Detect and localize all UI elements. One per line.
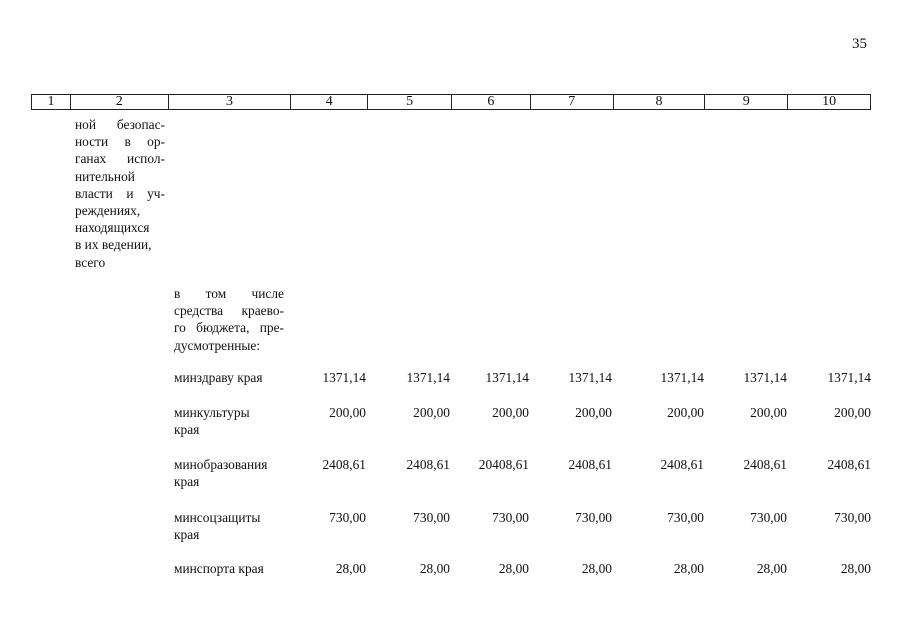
header-col-9: 9 [704,95,787,109]
table-header-row [31,94,871,110]
value-cell-col-9: 730,00 [750,510,787,525]
description-line: власти и уч- [75,185,165,201]
value-cell-col-5: 200,00 [413,405,450,420]
value-cell-col-7: 200,00 [575,405,612,420]
table-row [0,456,903,496]
sub-description-line: го бюджета, пре- [174,320,284,336]
value-cell-col-4: 200,00 [329,405,366,420]
sub-description-line: дусмотренные: [174,337,261,353]
row-label-line: минспорта края [174,561,264,576]
value-cell-col-10: 200,00 [834,405,871,420]
header-col-8: 8 [613,95,705,109]
row-label [174,456,286,490]
value-cell-col-5: 2408,61 [406,457,450,472]
value-cell-col-9: 1371,14 [743,370,787,385]
header-col-2: 2 [70,95,168,109]
value-cell-col-4: 1371,14 [322,370,366,385]
row-label [174,404,286,438]
header-col-10: 10 [787,95,870,109]
description-line: ной безопас- [75,117,165,132]
page-number: 35 [852,36,867,52]
value-cell-col-10: 2408,61 [827,457,871,472]
description-line: реждениях, [75,203,141,219]
description-line: находящихся [75,220,150,236]
header-col-5: 5 [367,95,451,109]
value-cell-col-6: 730,00 [492,510,529,525]
description-line: в их ведении, [75,237,152,253]
value-cell-col-7: 1371,14 [568,370,612,385]
table-row [0,509,903,549]
funding-source-description [174,285,284,354]
row-label-line: минсоцзащиты [174,510,261,525]
header-col-3: 3 [168,95,291,109]
value-cell-col-10: 730,00 [834,510,871,525]
value-cell-col-6: 1371,14 [485,370,529,385]
value-cell-col-6: 20408,61 [478,457,529,472]
value-cell-col-8: 28,00 [673,561,704,576]
sub-description-line: средства краево- [174,303,284,319]
row-label [174,509,286,543]
value-cell-col-5: 1371,14 [406,370,450,385]
description-line: ности в ор- [75,134,165,150]
table-row [0,560,903,600]
value-cell-col-9: 2408,61 [743,457,787,472]
indicator-description [75,116,165,271]
value-cell-col-5: 28,00 [419,561,450,576]
value-cell-col-6: 200,00 [492,405,529,420]
value-cell-col-8: 1371,14 [660,370,704,385]
row-label [174,369,286,386]
value-cell-col-8: 200,00 [667,405,704,420]
description-line: всего [75,254,106,270]
row-label [174,560,286,577]
value-cell-col-10: 1371,14 [827,370,871,385]
row-label-line: минкультуры [174,405,250,420]
description-line: ганах испол- [75,151,165,167]
header-col-7: 7 [530,95,613,109]
value-cell-col-8: 730,00 [667,510,704,525]
row-label-line: края [174,527,200,543]
value-cell-col-5: 730,00 [413,510,450,525]
row-label-line: края [174,422,200,438]
value-cell-col-7: 2408,61 [568,457,612,472]
row-label-line: края [174,474,200,490]
header-col-6: 6 [451,95,530,109]
row-label-line: минздраву края [174,370,263,385]
sub-description-line: в том числе [174,286,284,301]
header-col-1: 1 [47,94,55,109]
value-cell-col-10: 28,00 [840,561,871,576]
value-cell-col-9: 28,00 [756,561,787,576]
table-row [0,369,903,409]
table-row [0,404,903,444]
value-cell-col-4: 730,00 [329,510,366,525]
value-cell-col-7: 730,00 [575,510,612,525]
value-cell-col-8: 2408,61 [660,457,704,472]
value-cell-col-6: 28,00 [498,561,529,576]
value-cell-col-4: 2408,61 [322,457,366,472]
value-cell-col-4: 28,00 [335,561,366,576]
description-line: нительной [75,168,135,184]
header-col-4: 4 [290,95,367,109]
value-cell-col-9: 200,00 [750,405,787,420]
value-cell-col-7: 28,00 [581,561,612,576]
row-label-line: минобразования [174,457,268,472]
